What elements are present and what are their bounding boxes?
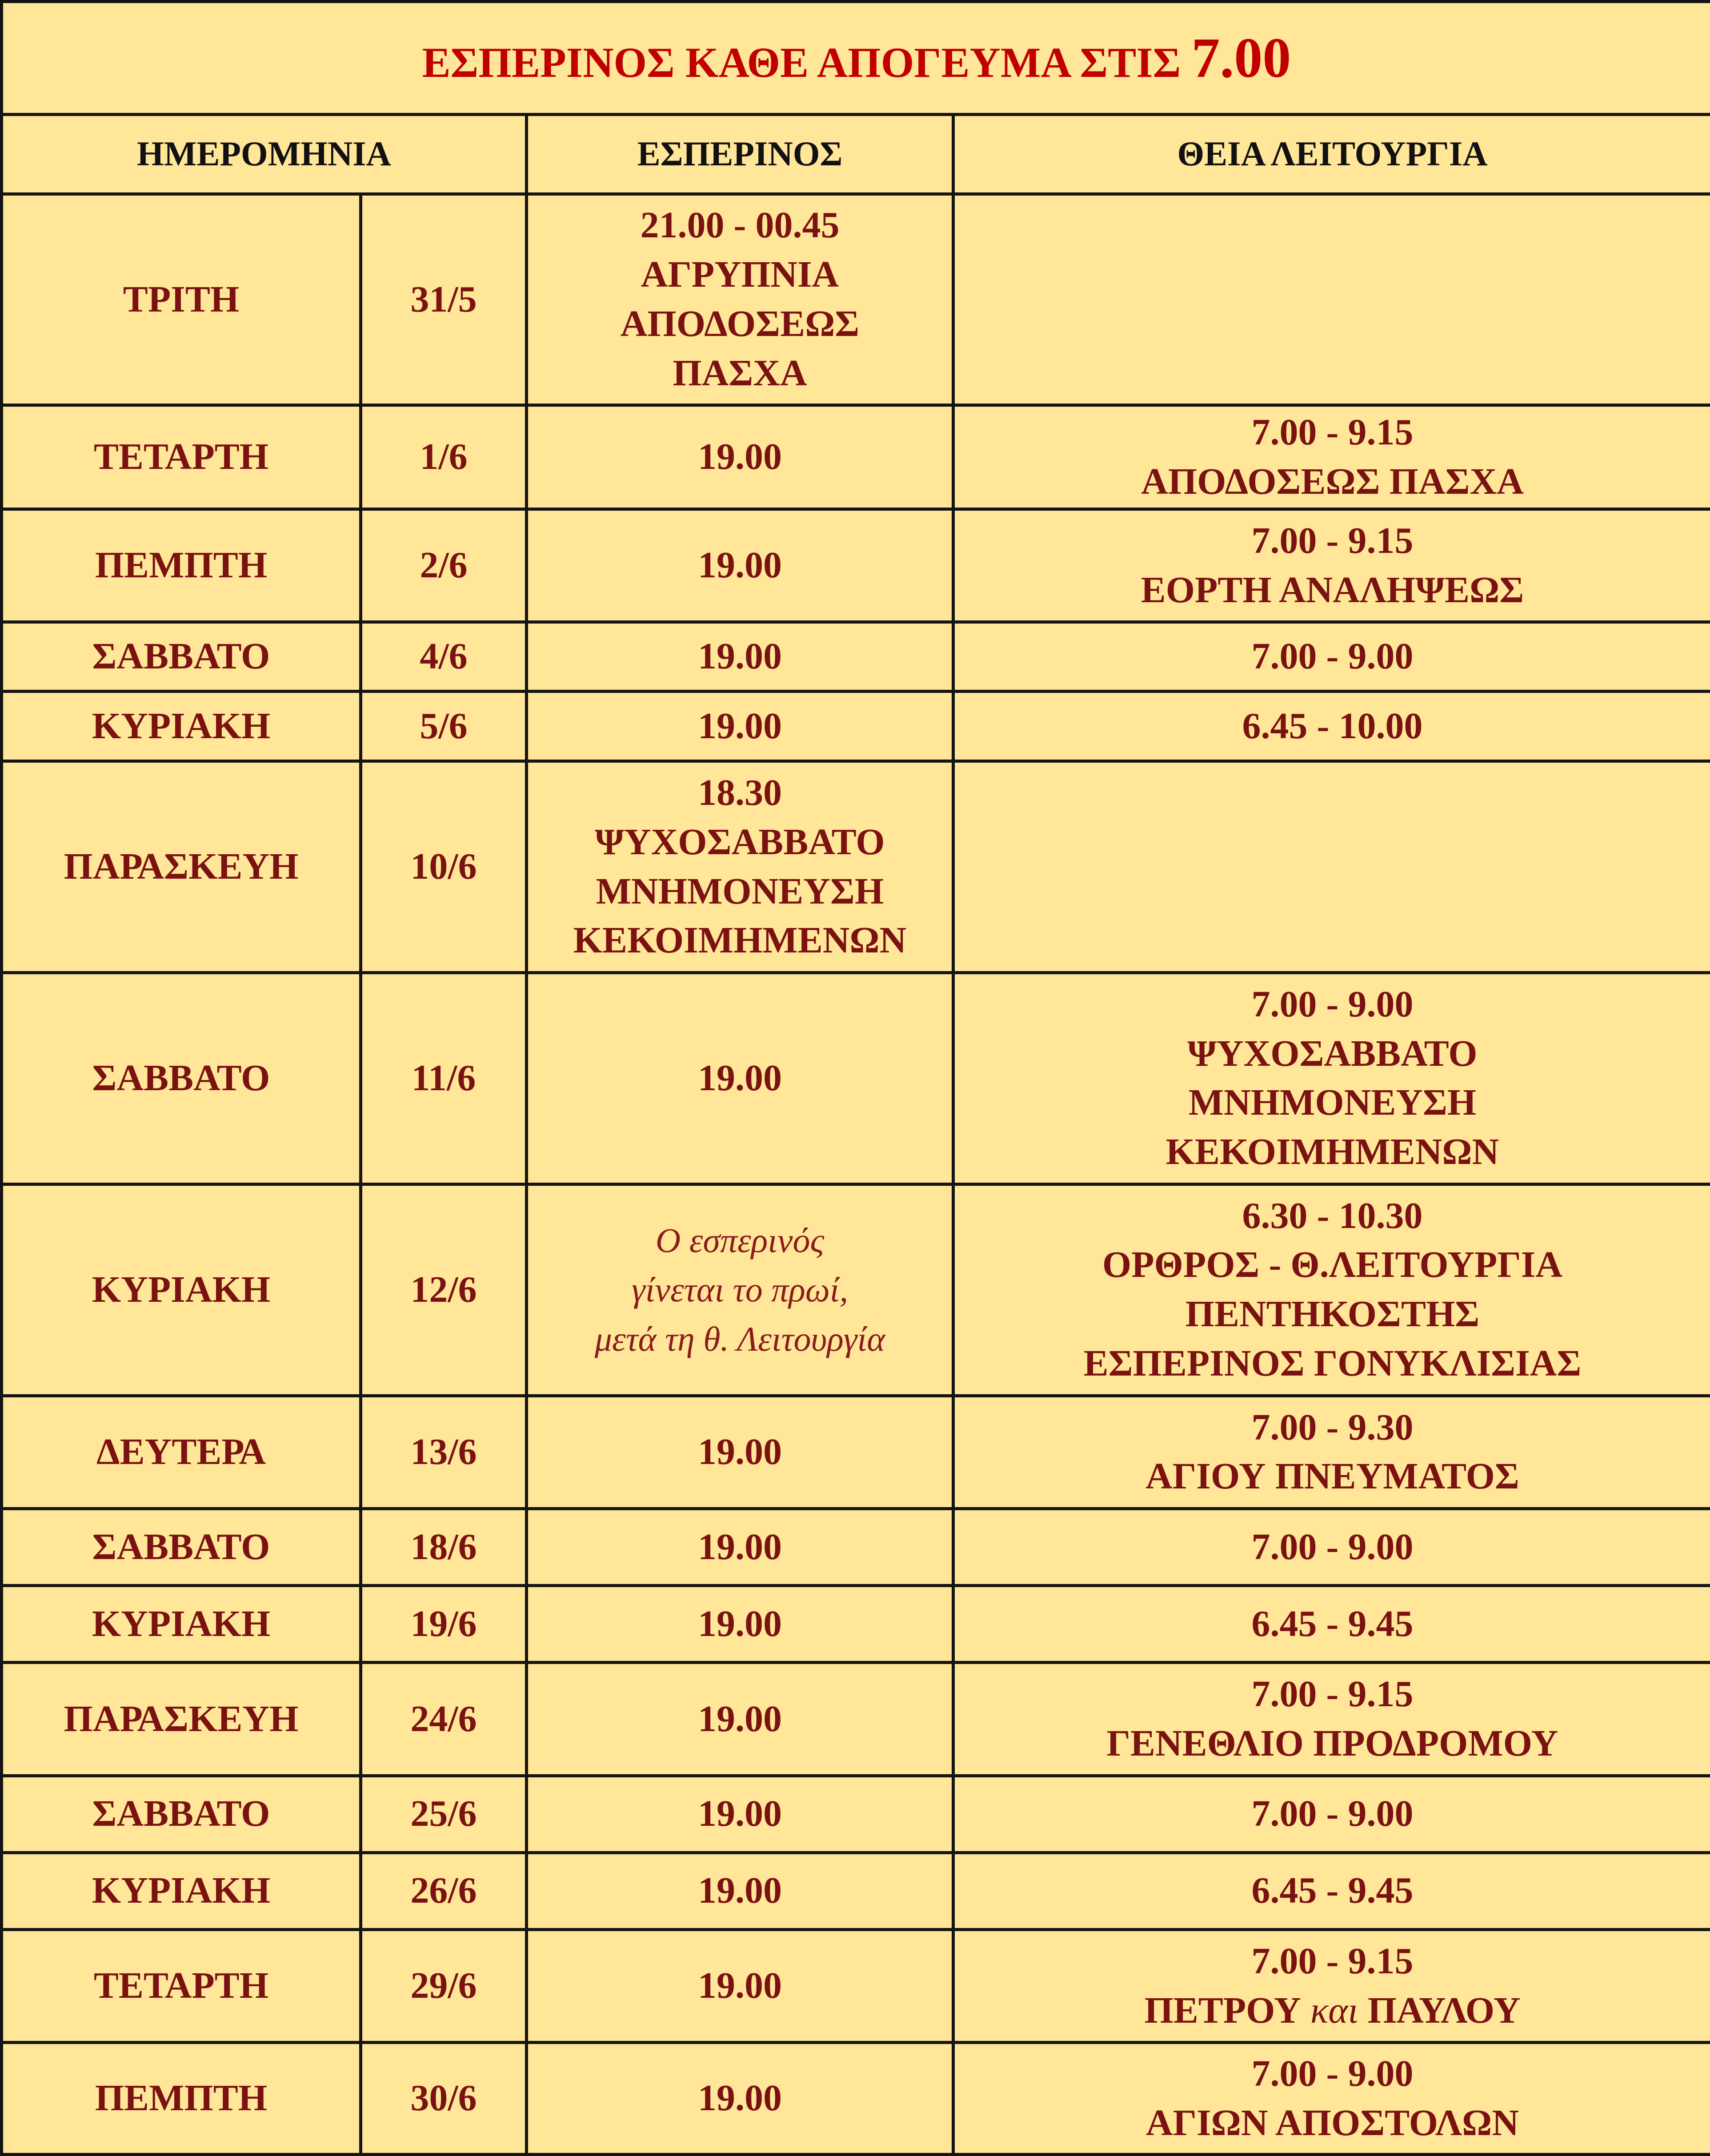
cell-line: 19.00 [698,1431,782,1473]
vespers-cell [527,973,953,1184]
cell-line: 7.00 - 9.15 [1251,1673,1414,1715]
cell-line: 7.00 - 9.00 [1251,1526,1414,1568]
date-cell: 5/6 [361,692,527,761]
vespers-cell [527,1776,953,1852]
table-row [2,509,1710,622]
day-cell: ΚΥΡΙΑΚΗ [2,1852,361,1929]
cell-line: 19.00 [698,705,782,747]
table-row [2,1509,1710,1586]
liturgy-cell [953,194,1710,405]
cell-line: 7.00 - 9.00 [1251,2052,1414,2094]
cell-line: ΕΣΠΕΡΙΝΟΣ ΓΟΝΥΚΛΙΣΙΑΣ [1083,1343,1582,1384]
table-row [2,2043,1710,2155]
day-cell: ΣΑΒΒΑΤΟ [2,1509,361,1586]
date-cell: 31/5 [361,194,527,405]
date-cell: 25/6 [361,1776,527,1852]
cell-line: ΜΝΗΜΟΝΕΥΣΗ [596,870,884,912]
cell-line [959,1986,1706,2036]
schedule-body [2,2,1710,2155]
liturgy-cell [953,692,1710,761]
day-cell: ΚΥΡΙΑΚΗ [2,1184,361,1396]
liturgy-cell [953,1929,1710,2043]
table-row [2,692,1710,761]
table-row [2,761,1710,973]
cell-line: ΑΓΡΥΠΝΙΑ [641,254,839,296]
day-cell: ΤΡΙΤΗ [2,194,361,405]
liturgy-cell [953,1852,1710,1929]
cell-line: 6.45 - 9.45 [1251,1870,1414,1912]
table-row [2,1929,1710,2043]
cell-line: ΕΟΡΤΗ ΑΝΑΛΗΨΕΩΣ [1141,569,1524,611]
header-liturgy: ΘΕΙΑ ΛΕΙΤΟΥΡΓΙΑ [953,114,1710,194]
cell-line: 19.00 [698,544,782,586]
cell-line: 19.00 [698,636,782,677]
date-cell: 29/6 [361,1929,527,2043]
liturgy-cell [953,1509,1710,1586]
cell-line: 19.00 [698,1965,782,2007]
liturgy-cell [953,761,1710,973]
vespers-cell [527,1396,953,1509]
vespers-cell [527,405,953,509]
liturgy-cell [953,1396,1710,1509]
vespers-cell [527,622,953,692]
cell-line: 21.00 - 00.45 [640,204,840,246]
table-row [2,622,1710,692]
day-cell: ΠΑΡΑΣΚΕΥΗ [2,1663,361,1776]
table-row [2,1776,1710,1852]
name-text: ΠΑΥΛΟΥ [1367,1989,1521,2031]
title-row [2,2,1710,115]
conjunction-text: και [1310,1989,1358,2031]
table-row [2,973,1710,1184]
cell-line: ΠΑΣΧΑ [673,352,807,394]
vespers-cell [527,509,953,622]
cell-line: 7.00 - 9.00 [1251,983,1414,1025]
vespers-cell [527,194,953,405]
liturgy-cell [953,622,1710,692]
date-cell: 24/6 [361,1663,527,1776]
cell-line: ΨΥΧΟΣΑΒΒΑΤΟ [595,821,885,863]
title-text: ΕΣΠΕΡΙΝΟΣ ΚΑΘΕ ΑΠΟΓΕΥΜΑ ΣΤΙΣ [422,38,1181,86]
vespers-cell [527,761,953,973]
date-cell: 26/6 [361,1852,527,1929]
day-cell: ΤΕΤΑΡΤΗ [2,405,361,509]
cell-line: ΠΕΝΤΗΚΟΣΤΗΣ [1185,1293,1480,1335]
cell-line: ΓΕΝΕΘΛΙΟ ΠΡΟΔΡΟΜΟΥ [1106,1723,1558,1764]
cell-line: 7.00 - 9.15 [1251,520,1414,561]
page-title [2,2,1710,115]
cell-line: 6.45 - 10.00 [1242,705,1423,747]
cell-line: ΜΝΗΜΟΝΕΥΣΗ [1188,1082,1477,1124]
cell-line: 7.00 - 9.00 [1251,636,1414,677]
table-row [2,194,1710,405]
date-cell: 18/6 [361,1509,527,1586]
date-cell: 2/6 [361,509,527,622]
vespers-cell [527,1586,953,1663]
cell-line: 19.00 [698,1793,782,1835]
table-row [2,405,1710,509]
cell-line: 19.00 [698,1698,782,1740]
cell-line: ΑΠΟΔΟΣΕΩΣ ΠΑΣΧΑ [1141,460,1524,502]
vespers-cell [527,2043,953,2155]
cell-line: 7.00 - 9.15 [1251,411,1414,453]
table-row [2,1184,1710,1396]
header-vespers: ΕΣΠΕΡΙΝΟΣ [527,114,953,194]
cell-line: 19.00 [698,1057,782,1099]
date-cell: 30/6 [361,2043,527,2155]
day-cell: ΣΑΒΒΑΤΟ [2,973,361,1184]
liturgy-cell [953,1663,1710,1776]
cell-line: ΑΓΙΟΥ ΠΝΕΥΜΑΤΟΣ [1145,1456,1519,1497]
cell-line: 6.45 - 9.45 [1251,1603,1414,1644]
cell-line: 19.00 [698,1603,782,1644]
day-cell: ΣΑΒΒΑΤΟ [2,622,361,692]
cell-line: ΑΓΙΩΝ ΑΠΟΣΤΟΛΩΝ [1145,2102,1519,2144]
date-cell: 12/6 [361,1184,527,1396]
date-cell: 13/6 [361,1396,527,1509]
name-text: ΠΕΤΡΟΥ [1144,1989,1301,2031]
day-cell: ΣΑΒΒΑΤΟ [2,1776,361,1852]
cell-line: ΚΕΚΟΙΜΗΜΕΝΩΝ [1165,1131,1499,1173]
cell-line: 19.00 [698,2077,782,2119]
cell-line: 19.00 [698,1870,782,1912]
day-cell: ΠΕΜΠΤΗ [2,2043,361,2155]
day-cell: ΤΕΤΑΡΤΗ [2,1929,361,2043]
day-cell: ΔΕΥΤΕΡΑ [2,1396,361,1509]
cell-line: 6.30 - 10.30 [1242,1195,1423,1236]
liturgy-cell [953,2043,1710,2155]
table-row [2,1663,1710,1776]
day-cell: ΠΑΡΑΣΚΕΥΗ [2,761,361,973]
cell-line: ΨΥΧΟΣΑΒΒΑΤΟ [1187,1032,1478,1074]
date-cell: 11/6 [361,973,527,1184]
cell-line: 7.00 - 9.15 [1251,1940,1414,1982]
date-cell: 4/6 [361,622,527,692]
day-cell: ΠΕΜΠΤΗ [2,509,361,622]
vespers-cell [527,692,953,761]
liturgy-cell [953,1776,1710,1852]
cell-line: 19.00 [698,436,782,478]
header-row [2,114,1710,194]
vespers-cell [527,1663,953,1776]
cell-line: ΑΠΟΔΟΣΕΩΣ [620,303,860,344]
cell-line: 18.30 [698,772,782,813]
cell-line: 7.00 - 9.00 [1251,1793,1414,1835]
cell-line: 19.00 [698,1526,782,1568]
date-cell: 19/6 [361,1586,527,1663]
vespers-cell [527,1852,953,1929]
cell-line: μετά τη θ. Λειτουργία [594,1319,885,1358]
vespers-cell [527,1509,953,1586]
date-cell: 10/6 [361,761,527,973]
day-cell: ΚΥΡΙΑΚΗ [2,1586,361,1663]
cell-line: 7.00 - 9.30 [1251,1406,1414,1448]
liturgy-cell [953,405,1710,509]
header-date: ΗΜΕΡΟΜΗΝΙΑ [2,114,527,194]
table-row [2,1396,1710,1509]
cell-line: ΟΡΘΡΟΣ - Θ.ΛΕΙΤΟΥΡΓΙΑ [1102,1244,1563,1286]
vespers-cell [527,1929,953,2043]
title-time: 7.00 [1191,26,1291,89]
vespers-cell [527,1184,953,1396]
cell-line: ΚΕΚΟΙΜΗΜΕΝΩΝ [573,920,907,961]
table-row [2,1852,1710,1929]
table-row [2,1586,1710,1663]
cell-line: Ο εσπερινός [655,1221,825,1260]
liturgy-cell [953,1586,1710,1663]
liturgy-cell [953,509,1710,622]
liturgy-cell [953,973,1710,1184]
day-cell: ΚΥΡΙΑΚΗ [2,692,361,761]
liturgy-cell [953,1184,1710,1396]
cell-line: γίνεται το πρωί, [632,1270,848,1309]
date-cell: 1/6 [361,405,527,509]
